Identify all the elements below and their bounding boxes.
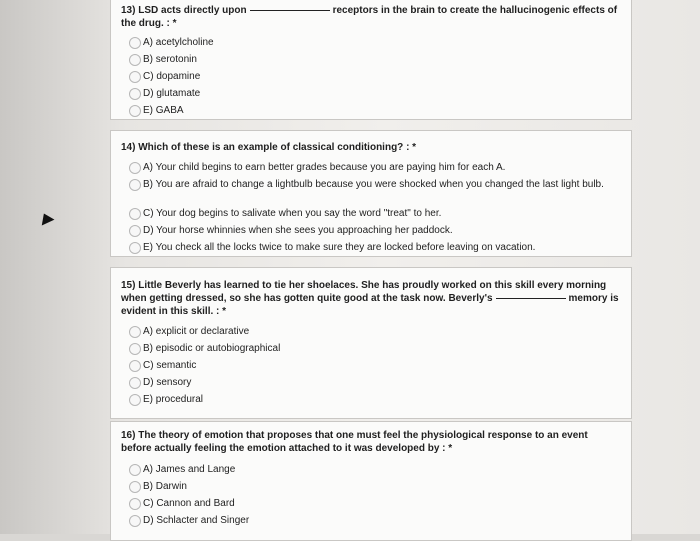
q16-option-b-label: B) Darwin bbox=[143, 481, 187, 492]
q15-option-d[interactable] bbox=[129, 377, 609, 389]
q15-option-c[interactable] bbox=[129, 360, 609, 372]
q15-option-d-label: D) sensory bbox=[143, 377, 192, 388]
q15-option-e[interactable] bbox=[129, 394, 609, 406]
q14-option-a-label: A) Your child begins to earn better grades because you are paying him for each A. bbox=[143, 162, 506, 173]
radio-button[interactable] bbox=[129, 360, 141, 372]
q13-option-a[interactable] bbox=[129, 37, 609, 49]
q15-option-b[interactable] bbox=[129, 343, 609, 355]
radio-button[interactable] bbox=[129, 481, 141, 493]
q14-option-b-label: B) You are afraid to change a lightbulb because you were shocked when you changed the last light bulb. bbox=[143, 179, 604, 190]
q15-option-a-label: A) explicit or declarative bbox=[143, 326, 250, 337]
q14-option-d-label: D) Your horse whinnies when she sees you approaching her paddock. bbox=[143, 225, 453, 236]
question-16-card bbox=[110, 421, 632, 541]
q15-option-c-label: C) semantic bbox=[143, 360, 197, 371]
mouse-cursor-icon bbox=[38, 211, 55, 226]
q14-option-e[interactable] bbox=[129, 242, 609, 254]
radio-button[interactable] bbox=[129, 105, 141, 117]
question-15-text-a: 15) Little Beverly has learned to tie her shoelaces. She has proudly worked on this skill every morning when getting dressed, so she has gotten quite good at the task now. Beverly's bbox=[121, 280, 607, 304]
radio-button[interactable] bbox=[129, 162, 141, 174]
q13-option-e[interactable] bbox=[129, 105, 609, 117]
q16-option-c[interactable] bbox=[129, 498, 609, 510]
q16-option-a-label: A) James and Lange bbox=[143, 464, 236, 475]
radio-button[interactable] bbox=[129, 88, 141, 100]
q14-option-c[interactable] bbox=[129, 208, 609, 220]
q13-option-d[interactable] bbox=[129, 88, 609, 100]
radio-button[interactable] bbox=[129, 326, 141, 338]
q13-option-b[interactable] bbox=[129, 54, 609, 66]
q13-option-e-label: E) GABA bbox=[143, 105, 184, 116]
radio-button[interactable] bbox=[129, 225, 141, 237]
radio-button[interactable] bbox=[129, 394, 141, 406]
question-15-prompt bbox=[121, 279, 621, 318]
radio-button[interactable] bbox=[129, 179, 141, 191]
q15-option-b-label: B) episodic or autobiographical bbox=[143, 343, 281, 354]
question-15-card bbox=[110, 267, 632, 419]
question-13-prompt bbox=[121, 4, 621, 30]
q14-option-c-label: C) Your dog begins to salivate when you say the word "treat" to her. bbox=[143, 208, 442, 219]
radio-button[interactable] bbox=[129, 515, 141, 527]
q13-option-b-label: B) serotonin bbox=[143, 54, 197, 65]
q14-option-e-label: E) You check all the locks twice to make sure they are locked before leaving on vacation. bbox=[143, 242, 536, 253]
q13-option-c-label: C) dopamine bbox=[143, 71, 201, 82]
radio-button[interactable] bbox=[129, 464, 141, 476]
question-16-prompt: 16) The theory of emotion that proposes that one must feel the physiological response to an event before actually feeling the emotion attached to it was developed by : * bbox=[121, 430, 588, 454]
q16-option-a[interactable] bbox=[129, 464, 609, 476]
q14-option-d[interactable] bbox=[129, 225, 609, 237]
q16-option-b[interactable] bbox=[129, 481, 609, 493]
question-13-text-b: receptors in the brain to create the hallucinogenic effects of the drug. : * bbox=[121, 5, 618, 29]
q15-option-e-label: E) procedural bbox=[143, 394, 204, 405]
question-15-text-b: memory is evident in this skill. : * bbox=[121, 293, 619, 317]
q13-option-c[interactable] bbox=[129, 71, 609, 83]
question-13-card bbox=[110, 0, 632, 120]
radio-button[interactable] bbox=[129, 54, 141, 66]
answer-blank bbox=[496, 298, 566, 299]
radio-button[interactable] bbox=[129, 343, 141, 355]
answer-blank bbox=[250, 10, 330, 11]
question-14-prompt: 14) Which of these is an example of classical conditioning? : * bbox=[121, 142, 417, 153]
q16-option-d-label: D) Schlacter and Singer bbox=[143, 515, 250, 526]
radio-button[interactable] bbox=[129, 377, 141, 389]
q16-option-d[interactable] bbox=[129, 515, 609, 527]
q13-option-d-label: D) glutamate bbox=[143, 88, 201, 99]
q14-option-b[interactable] bbox=[129, 179, 609, 191]
q15-option-a[interactable] bbox=[129, 326, 609, 338]
q16-option-c-label: C) Cannon and Bard bbox=[143, 498, 235, 509]
radio-button[interactable] bbox=[129, 498, 141, 510]
radio-button[interactable] bbox=[129, 37, 141, 49]
radio-button[interactable] bbox=[129, 71, 141, 83]
radio-button[interactable] bbox=[129, 208, 141, 220]
q13-option-a-label: A) acetylcholine bbox=[143, 37, 214, 48]
q14-option-a[interactable] bbox=[129, 162, 609, 174]
question-13-text-a: 13) LSD acts directly upon bbox=[121, 5, 247, 16]
question-14-card bbox=[110, 130, 632, 257]
radio-button[interactable] bbox=[129, 242, 141, 254]
